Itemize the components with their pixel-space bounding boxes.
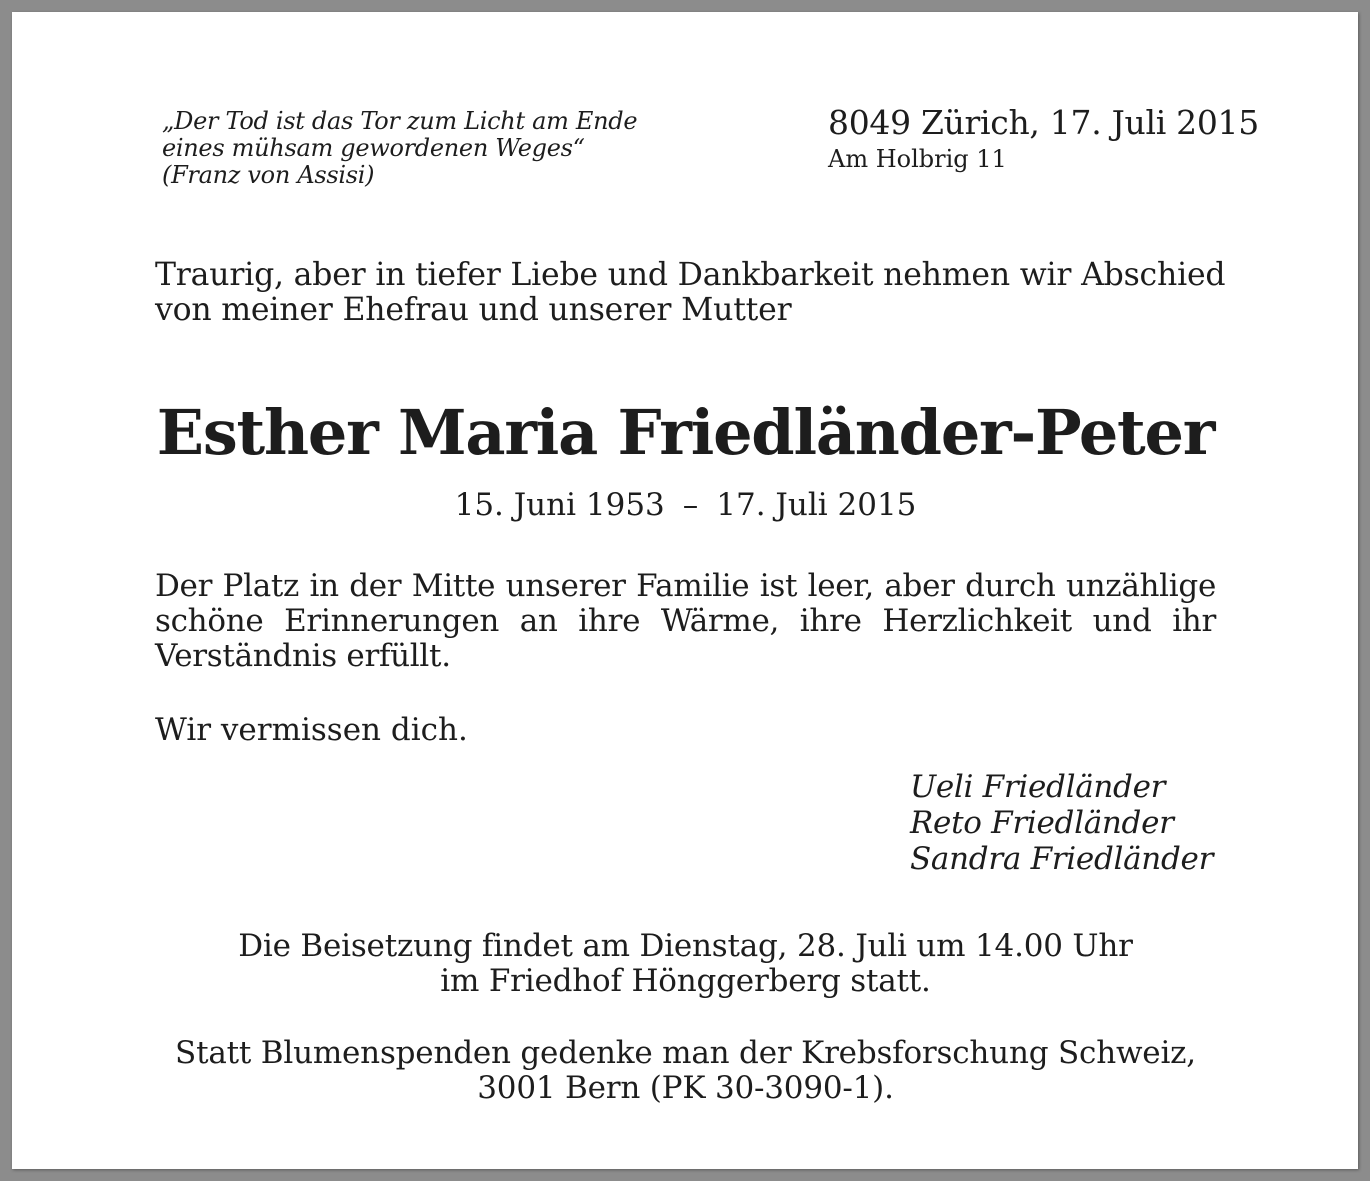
obituary-content (155, 12, 1259, 1169)
life-dates (155, 485, 1216, 525)
signer-name: Ueli Friedländer (910, 769, 1166, 805)
date-separator: – (682, 487, 699, 523)
city-date: 8049 Zürich, 17. Juli 2015 (828, 103, 1259, 142)
death-date: 17. Juli 2015 (716, 487, 917, 523)
street-address: Am Holbrig 11 (828, 145, 1007, 173)
burial-line-1: Die Beisetzung findet am Dienstag, 28. Juli um 14.00 Uhr (238, 928, 1133, 964)
signers-list (910, 769, 1216, 877)
donation-line-1: Statt Blumenspenden gedenke man der Krebsforschung Schweiz, (175, 1035, 1196, 1071)
place-and-date (828, 103, 1259, 174)
intro-text (155, 257, 1226, 328)
memorial-paragraph: Der Platz in der Mitte unserer Familie ist leer, aber durch unzählige schöne Erinnerungen an ihre Wärme, ihre Herzlichkeit und ihr Verständnis erfüllt. (155, 568, 1216, 674)
signer-name: Reto Friedländer (910, 805, 1174, 841)
burial-notice (155, 929, 1216, 999)
birth-date: 15. Juni 1953 (454, 487, 665, 523)
donation-notice (155, 1036, 1216, 1106)
epigraph-quote (162, 108, 682, 189)
quote-line-2: eines mühsam gewordenen Weges“ (162, 134, 585, 162)
donation-line-2: 3001 Bern (PK 30-3090-1). (477, 1070, 894, 1106)
obituary-page (12, 12, 1358, 1169)
intro-line-2: von meiner Ehefrau und unserer Mutter (155, 292, 792, 328)
burial-line-2: im Friedhof Hönggerberg statt. (440, 963, 931, 999)
signer-name: Sandra Friedländer (910, 841, 1214, 877)
intro-line-1: Traurig, aber in tiefer Liebe und Dankbarkeit nehmen wir Abschied (155, 257, 1226, 293)
deceased-name: Esther Maria Friedländer-Peter (156, 396, 1215, 469)
quote-line-1: „Der Tod ist das Tor zum Licht am Ende (162, 107, 638, 135)
closing-line: Wir vermissen dich. (155, 712, 468, 748)
quote-author: (Franz von Assisi) (162, 161, 375, 189)
